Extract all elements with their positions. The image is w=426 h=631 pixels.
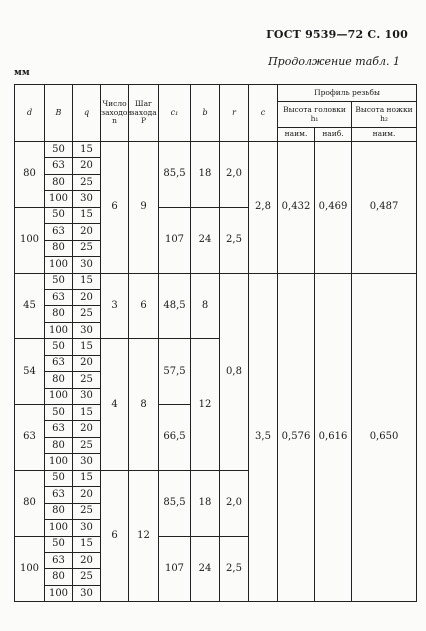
cell-B: 100 — [45, 454, 73, 470]
cell-d: 54 — [15, 339, 45, 405]
cell-q: 30 — [73, 520, 101, 536]
cell-B: 63 — [45, 355, 73, 371]
cell-B: 80 — [45, 174, 73, 190]
header-c1: c₁ — [159, 85, 191, 142]
cell-pn: 8 — [129, 339, 159, 471]
cell-B: 80 — [45, 569, 73, 585]
cell-B: 100 — [45, 388, 73, 404]
header-number-of-starts: Число заходов n — [101, 85, 129, 142]
cell-q: 15 — [73, 273, 101, 289]
header-thread-profile: Профиль резьбы — [278, 85, 417, 102]
cell-pn: 12 — [129, 470, 159, 602]
cell-c1: 85,5 — [159, 142, 191, 208]
cell-B: 100 — [45, 191, 73, 207]
cell-B: 50 — [45, 536, 73, 552]
cell-B: 50 — [45, 273, 73, 289]
cell-B: 80 — [45, 372, 73, 388]
cell-B: 63 — [45, 552, 73, 568]
cell-d: 100 — [15, 536, 45, 602]
cell-q: 25 — [73, 437, 101, 453]
cell-B: 63 — [45, 421, 73, 437]
cell-q: 25 — [73, 569, 101, 585]
cell-n: 3 — [101, 273, 129, 339]
cell-c1: 85,5 — [159, 470, 191, 536]
cell-q: 20 — [73, 421, 101, 437]
cell-B: 63 — [45, 487, 73, 503]
header-b: b — [191, 85, 220, 142]
cell-b: 18 — [191, 142, 220, 208]
cell-b: 24 — [191, 536, 220, 602]
cell-c: 3,5 — [249, 273, 278, 602]
cell-q: 25 — [73, 306, 101, 322]
cell-d: 80 — [15, 142, 45, 208]
cell-B: 50 — [45, 405, 73, 421]
header-h1-max: наиб. — [315, 128, 352, 142]
cell-c1: 57,5 — [159, 339, 191, 405]
cell-q: 25 — [73, 174, 101, 190]
cell-h1-min: 0,576 — [278, 273, 315, 602]
unit-label: мм — [14, 68, 30, 78]
cell-q: 25 — [73, 240, 101, 256]
cell-c1: 48,5 — [159, 273, 191, 339]
cell-q: 30 — [73, 585, 101, 601]
cell-B: 50 — [45, 207, 73, 223]
cell-c1: 107 — [159, 207, 191, 273]
cell-B: 100 — [45, 322, 73, 338]
cell-B: 63 — [45, 224, 73, 240]
header-head-height: Высота головки h₁ — [278, 102, 352, 128]
cell-h1-min: 0,432 — [278, 142, 315, 274]
cell-c: 2,8 — [249, 142, 278, 274]
cell-q: 20 — [73, 355, 101, 371]
cell-B: 80 — [45, 503, 73, 519]
cell-q: 30 — [73, 191, 101, 207]
cell-B: 50 — [45, 339, 73, 355]
cell-h1-max: 0,469 — [315, 142, 352, 274]
cell-d: 80 — [15, 470, 45, 536]
cell-q: 20 — [73, 289, 101, 305]
cell-q: 15 — [73, 339, 101, 355]
table-continuation-note: Продолжение табл. 1 — [268, 55, 400, 68]
cell-h2-min: 0,650 — [352, 273, 417, 602]
cell-B: 80 — [45, 306, 73, 322]
header-leg-height: Высота ножки h₂ — [352, 102, 417, 128]
cell-b: 12 — [191, 339, 220, 471]
cell-q: 15 — [73, 405, 101, 421]
cell-B: 80 — [45, 437, 73, 453]
cell-r: 0,8 — [220, 273, 249, 470]
cell-c1: 66,5 — [159, 405, 191, 471]
cell-b: 24 — [191, 207, 220, 273]
header-d: d — [15, 85, 45, 142]
cell-q: 15 — [73, 470, 101, 486]
cell-B: 63 — [45, 158, 73, 174]
cell-n: 6 — [101, 142, 129, 274]
cell-q: 20 — [73, 552, 101, 568]
header-h1-min: наим. — [278, 128, 315, 142]
cell-pn: 6 — [129, 273, 159, 339]
header-B: B — [45, 85, 73, 142]
cell-c1: 107 — [159, 536, 191, 602]
cell-q: 30 — [73, 454, 101, 470]
cell-q: 30 — [73, 388, 101, 404]
cell-q: 20 — [73, 487, 101, 503]
cell-r: 2,0 — [220, 470, 249, 536]
cell-B: 50 — [45, 142, 73, 158]
cell-r: 2,5 — [220, 536, 249, 602]
cell-q: 25 — [73, 503, 101, 519]
cell-B: 100 — [45, 520, 73, 536]
thread-dimensions-table — [14, 84, 417, 602]
cell-B: 100 — [45, 257, 73, 273]
cell-n: 4 — [101, 339, 129, 471]
cell-B: 100 — [45, 585, 73, 601]
cell-q: 15 — [73, 142, 101, 158]
header-r: r — [220, 85, 249, 142]
cell-B: 63 — [45, 289, 73, 305]
cell-d: 45 — [15, 273, 45, 339]
cell-q: 20 — [73, 224, 101, 240]
header-c: c — [249, 85, 278, 142]
cell-n: 6 — [101, 470, 129, 602]
cell-B: 80 — [45, 240, 73, 256]
cell-q: 15 — [73, 207, 101, 223]
cell-pn: 9 — [129, 142, 159, 274]
cell-h1-max: 0,616 — [315, 273, 352, 602]
cell-r: 2,5 — [220, 207, 249, 273]
cell-r: 2,0 — [220, 142, 249, 208]
cell-q: 30 — [73, 257, 101, 273]
cell-q: 30 — [73, 322, 101, 338]
cell-b: 18 — [191, 470, 220, 536]
cell-q: 20 — [73, 158, 101, 174]
cell-d: 100 — [15, 207, 45, 273]
cell-q: 25 — [73, 372, 101, 388]
cell-b: 8 — [191, 273, 220, 339]
page-header: ГОСТ 9539—72 С. 100 — [266, 28, 408, 41]
cell-q: 15 — [73, 536, 101, 552]
header-h2-min: наим. — [352, 128, 417, 142]
cell-d: 63 — [15, 405, 45, 471]
header-q: q — [73, 85, 101, 142]
cell-B: 50 — [45, 470, 73, 486]
header-start-pitch: Шаг захода P — [129, 85, 159, 142]
cell-h2-min: 0,487 — [352, 142, 417, 274]
